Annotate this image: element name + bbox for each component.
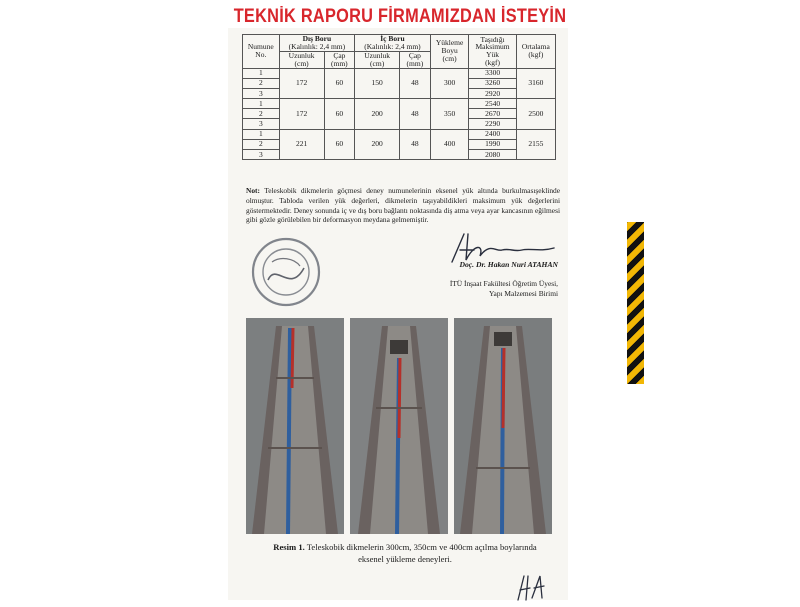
col-inner-diameter: Çap (mm) bbox=[400, 51, 431, 68]
sample-no: 3 bbox=[243, 119, 280, 129]
col-sample-no: Numune No. bbox=[243, 35, 280, 69]
outer-diameter: 60 bbox=[324, 68, 355, 99]
test-photo-2 bbox=[350, 318, 448, 534]
max-load: 2540 bbox=[469, 99, 516, 109]
inner-diameter: 48 bbox=[400, 99, 431, 130]
average-load: 3160 bbox=[516, 68, 555, 99]
col-average: Ortalama (kgf) bbox=[516, 35, 555, 69]
max-load: 2400 bbox=[469, 129, 516, 139]
col-load-height: Yükleme Boyu (cm) bbox=[430, 35, 469, 69]
max-load: 2290 bbox=[469, 119, 516, 129]
load-height: 400 bbox=[430, 129, 469, 160]
max-load: 3300 bbox=[469, 68, 516, 78]
caption-line1: Teleskobik dikmelerin 300cm, 350cm ve 400cm açılma boylarında bbox=[306, 542, 537, 552]
table-row bbox=[243, 129, 556, 139]
max-load: 2670 bbox=[469, 109, 516, 119]
outer-diameter: 60 bbox=[324, 99, 355, 130]
load-height: 350 bbox=[430, 99, 469, 130]
note-text: Teleskobik dikmelerin göçmesi deney numunelerinin eksenel yük altında burkulmasışeklinde olmuştur. Tabloda verilen yük değerleri, dikmelerin taşıyabildikleri maksimum yük değerlerini göstermektedir. Deney sonunda iç ve dış boru bağlantı noktasında diş atma veya ayar kancasının eğilmesi gibi gözle görülebilen bir deformasyon meydana gelmemiştir. bbox=[246, 186, 560, 225]
test-photo-1 bbox=[246, 318, 344, 534]
max-load: 1990 bbox=[469, 139, 516, 149]
caption-label: Resim 1. bbox=[273, 542, 305, 552]
initials-signature-icon bbox=[512, 572, 548, 602]
average-load: 2155 bbox=[516, 129, 555, 160]
sample-no: 3 bbox=[243, 88, 280, 98]
col-outer-diameter: Çap (mm) bbox=[324, 51, 355, 68]
table-row bbox=[243, 99, 556, 109]
sample-no: 2 bbox=[243, 78, 280, 88]
sample-no: 1 bbox=[243, 68, 280, 78]
sample-no: 2 bbox=[243, 109, 280, 119]
inner-diameter: 48 bbox=[400, 68, 431, 99]
signer-name: Doç. Dr. Hakan Nuri ATAHAN bbox=[459, 260, 558, 269]
max-load: 2080 bbox=[469, 150, 516, 160]
test-photo-3 bbox=[454, 318, 552, 534]
inner-length: 200 bbox=[355, 99, 400, 130]
note-label: Not: bbox=[246, 186, 260, 195]
sample-no: 2 bbox=[243, 139, 280, 149]
inner-length: 200 bbox=[355, 129, 400, 160]
max-load: 2920 bbox=[469, 88, 516, 98]
sample-no: 3 bbox=[243, 150, 280, 160]
outer-length: 172 bbox=[279, 68, 324, 99]
page-title: TEKNİK RAPORU FİRMAMIZDAN İSTEYİN bbox=[233, 6, 567, 27]
caption-line2: eksenel yükleme deneyleri. bbox=[358, 553, 452, 564]
outer-length: 172 bbox=[279, 99, 324, 130]
inner-length: 150 bbox=[355, 68, 400, 99]
signer-institution: İTÜ İnşaat Fakültesi Öğretim Üyesi, Yapı Malzemesi Birimi bbox=[449, 279, 558, 298]
max-load: 3260 bbox=[469, 78, 516, 88]
col-max-load: Taşıdığı Maksimum Yük (kgf) bbox=[469, 35, 516, 69]
load-test-table bbox=[242, 34, 556, 160]
technical-report-document bbox=[228, 28, 568, 600]
sample-no: 1 bbox=[243, 99, 280, 109]
col-outer-length: Uzunluk (cm) bbox=[279, 51, 324, 68]
inner-diameter: 48 bbox=[400, 129, 431, 160]
official-stamp-icon bbox=[246, 232, 326, 312]
outer-diameter: 60 bbox=[324, 129, 355, 160]
sample-no: 1 bbox=[243, 129, 280, 139]
hazard-stripe-bar bbox=[627, 222, 644, 384]
col-inner-pipe: İç Boru (Kalınlık: 2,4 mm) bbox=[355, 35, 431, 52]
photo-caption bbox=[248, 542, 562, 565]
table-body bbox=[243, 68, 556, 160]
table-row bbox=[243, 68, 556, 78]
table-header-row bbox=[243, 35, 556, 52]
col-inner-length: Uzunluk (cm) bbox=[355, 51, 400, 68]
load-height: 300 bbox=[430, 68, 469, 99]
report-note bbox=[246, 186, 560, 225]
average-load: 2500 bbox=[516, 99, 555, 130]
outer-length: 221 bbox=[279, 129, 324, 160]
col-outer-pipe: Dış Boru (Kalınlık: 2,4 mm) bbox=[279, 35, 355, 52]
